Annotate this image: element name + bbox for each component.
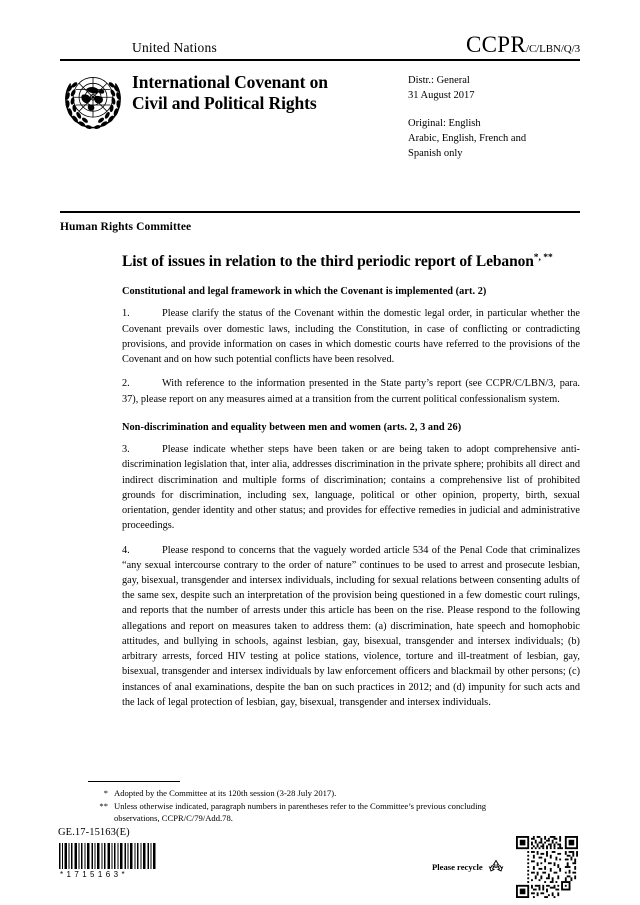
emblem-column <box>60 68 132 162</box>
paragraph-text: Please respond to concerns that the vaguely worded article 534 of the Penal Code that criminalizes “any sexual intercourse contrary to the order of nature” continues to be used to arrest and prosecute lesbian, gay, bisexual, transgender and intersex individuals, including for sexual relations between consenting adults of the same sex, despite such an interpretation of the provision being questioned in a few domestic court rulings, and reports that the number of arrests under this article has been on the rise. Please respond to the following allegations and report on measures taken to address them: (a) discrimination, hate speech and homophobic attitudes, and bullying in schools, against lesbian, gay, bisexual, transgender and intersex individuals; (b) arbitrary arrests, forced HIV testing at police stations, violence, torture and ill-treatment of lesbian, gay, bisexual, transgender and intersex individuals by law enforcement officers and blackmail by other persons; (c) instances of anal examinations, despite the ban on such practices in 2012; and (d) impunity for such acts and the lack of legal protection of lesbian, gay, bisexual, transgender and intersex individuals. <box>122 544 580 708</box>
numbered-paragraph <box>122 306 580 367</box>
paragraph-number: 2. <box>122 378 130 390</box>
numbered-paragraph <box>122 543 580 711</box>
distribution-date: 31 August 2017 <box>408 89 475 101</box>
paragraph-text: With reference to the information presented in the State party’s report (see CCPR/C/LBN/3, para. 37), please report on any measures aimed at a transition from the current political confessionalism system. <box>122 378 580 405</box>
qr-code-block <box>516 836 578 898</box>
paragraph-number: 1. <box>122 308 130 320</box>
masthead-rule <box>60 59 580 61</box>
numbered-paragraph <box>122 376 580 406</box>
recycle-label: Please recycle <box>432 862 483 872</box>
page-title <box>122 252 580 272</box>
page-title-footnote-marks: *, ** <box>533 253 553 263</box>
barcode-digits: *1715163* <box>60 870 128 879</box>
footnote-item <box>88 800 528 824</box>
paragraph-number: 4. <box>122 544 130 556</box>
distribution-label: Distr.: General <box>408 75 470 86</box>
footnote-separator <box>88 781 180 782</box>
footnote-marker: ** <box>99 801 108 812</box>
covenant-title-line-1: International Covenant on <box>132 72 328 92</box>
numbered-paragraph <box>122 442 580 533</box>
covenant-title-line-2: Civil and Political Rights <box>132 93 317 114</box>
committee-name: Human Rights Committee <box>60 221 192 233</box>
masthead-top-row <box>60 32 580 57</box>
section-heading: Non-discrimination and equality between men and women (arts. 2, 3 and 26) <box>122 421 462 433</box>
footnote-item <box>88 787 528 799</box>
committee-rule <box>60 211 580 213</box>
organization-name: United Nations <box>132 40 217 55</box>
footnote-marker: * <box>103 788 108 798</box>
footnote-text: Adopted by the Committee at its 120th session (3-28 July 2017). <box>114 788 337 798</box>
covenant-title-block <box>132 68 408 162</box>
languages-line-1: Arabic, English, French and <box>408 132 527 144</box>
original-language: Original: English <box>408 117 481 129</box>
paragraph-text: Please indicate whether steps have been taken or are being taken to adopt comprehensive anti-discrimination legislation that, inter alia, addresses discrimination in the private sphere; prohibits all direct and indirect discrimination and multiple forms of discrimination; contains a comprehensive list of prohibited grounds for discrimination, including sex, language, political or other opinion, property, birth, sexual orientation, gender identity and other status; and provides for effective remedies in judicial and administrative proceedings. <box>122 444 580 532</box>
masthead <box>60 32 580 162</box>
masthead-body-row <box>60 68 580 162</box>
document-symbol-suffix: /C/LBN/Q/3 <box>525 43 580 55</box>
paragraph-text: Please clarify the status of the Covenant within the domestic legal order, in particular whether the Covenant prevails over domestic laws, including the Constitution, in case of conflicting or contradicting provisions, and provide information on cases in which domestic courts have referred to the provisions of the Covenant and on how such potential conflicts have been resolved. <box>122 308 580 366</box>
paragraph-number: 3. <box>122 444 130 456</box>
recycle-icon <box>487 858 505 876</box>
language-block <box>408 117 580 162</box>
document-symbol <box>466 33 580 56</box>
page-title-text: List of issues in relation to the third periodic report of Lebanon <box>122 253 534 271</box>
qr-code <box>516 836 578 898</box>
un-emblem-icon <box>62 70 124 132</box>
footnote-text: Unless otherwise indicated, paragraph numbers in parentheses refer to the Committee’s previous concluding observations, CCPR/C/79/Add.78. <box>114 801 487 824</box>
barcode-block <box>58 843 158 879</box>
footnotes <box>88 781 528 826</box>
sections-container <box>122 285 580 710</box>
document-symbol-main: CCPR <box>465 32 526 57</box>
footnote-list <box>88 787 528 825</box>
document-content <box>122 252 580 719</box>
document-number: GE.17-15163(E) <box>58 827 130 838</box>
languages-line-2: Spanish only <box>408 147 463 159</box>
recycle-notice <box>432 858 505 876</box>
section-heading: Constitutional and legal framework in which the Covenant is implemented (art. 2) <box>122 285 487 297</box>
distribution-block <box>408 68 580 162</box>
barcode <box>58 843 158 869</box>
